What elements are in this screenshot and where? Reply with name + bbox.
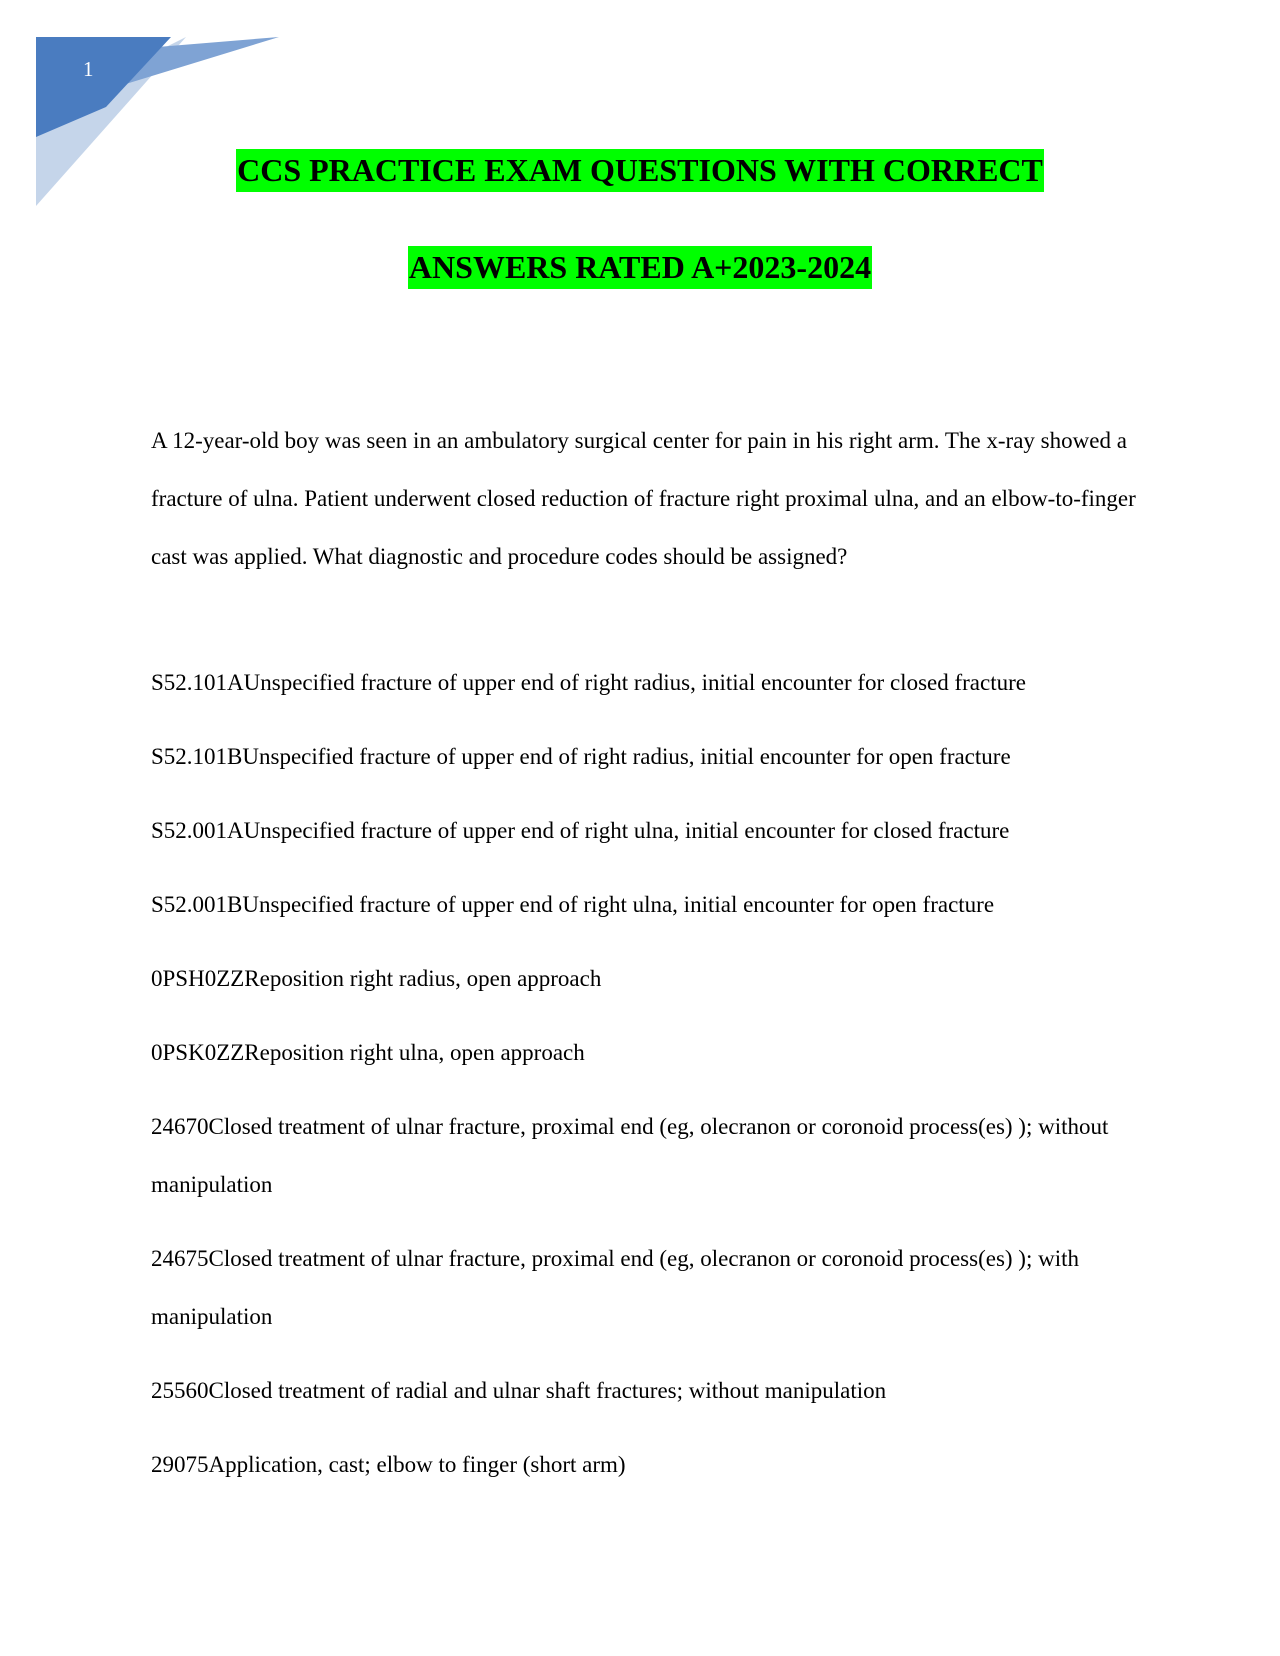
page-number: 1 (83, 57, 94, 81)
answer-option: 0PSH0ZZReposition right radius, open approach (151, 966, 602, 991)
answer-option: 29075Application, cast; elbow to finger (short arm) (151, 1452, 626, 1477)
document-title-line-1 (0, 154, 1280, 186)
answer-option: 24675Closed treatment of ulnar fracture, proximal end (eg, olecranon or coronoid process(es) ); with manipulation (151, 1246, 1079, 1329)
answer-option: 0PSK0ZZReposition right ulna, open approach (151, 1040, 585, 1065)
answer-option: S52.001AUnspecified fracture of upper end of right ulna, initial encounter for closed fracture (151, 818, 1010, 843)
answer-option: 24670Closed treatment of ulnar fracture, proximal end (eg, olecranon or coronoid process(es) ); without manipulation (151, 1114, 1109, 1197)
title-highlight-1: CCS PRACTICE EXAM QUESTIONS WITH CORRECT (236, 149, 1044, 192)
answer-option: 25560Closed treatment of radial and ulnar shaft fractures; without manipulation (151, 1378, 887, 1403)
answer-option: S52.101BUnspecified fracture of upper end of right radius, initial encounter for open fracture (151, 744, 1011, 769)
question-text: A 12-year-old boy was seen in an ambulatory surgical center for pain in his right arm. The x-ray showed a fracture of ulna. Patient underwent closed reduction of fracture right proximal ulna, and an elbow-to-finger cast was applied. What diagnostic and procedure codes should be assigned? (151, 428, 1136, 569)
answer-option: S52.001BUnspecified fracture of upper end of right ulna, initial encounter for open fracture (151, 892, 995, 917)
answer-option: S52.101AUnspecified fracture of upper end of right radius, initial encounter for closed fracture (151, 670, 1026, 695)
document-title-line-2 (0, 251, 1280, 283)
title-highlight-2: ANSWERS RATED A+2023-2024 (408, 246, 872, 289)
